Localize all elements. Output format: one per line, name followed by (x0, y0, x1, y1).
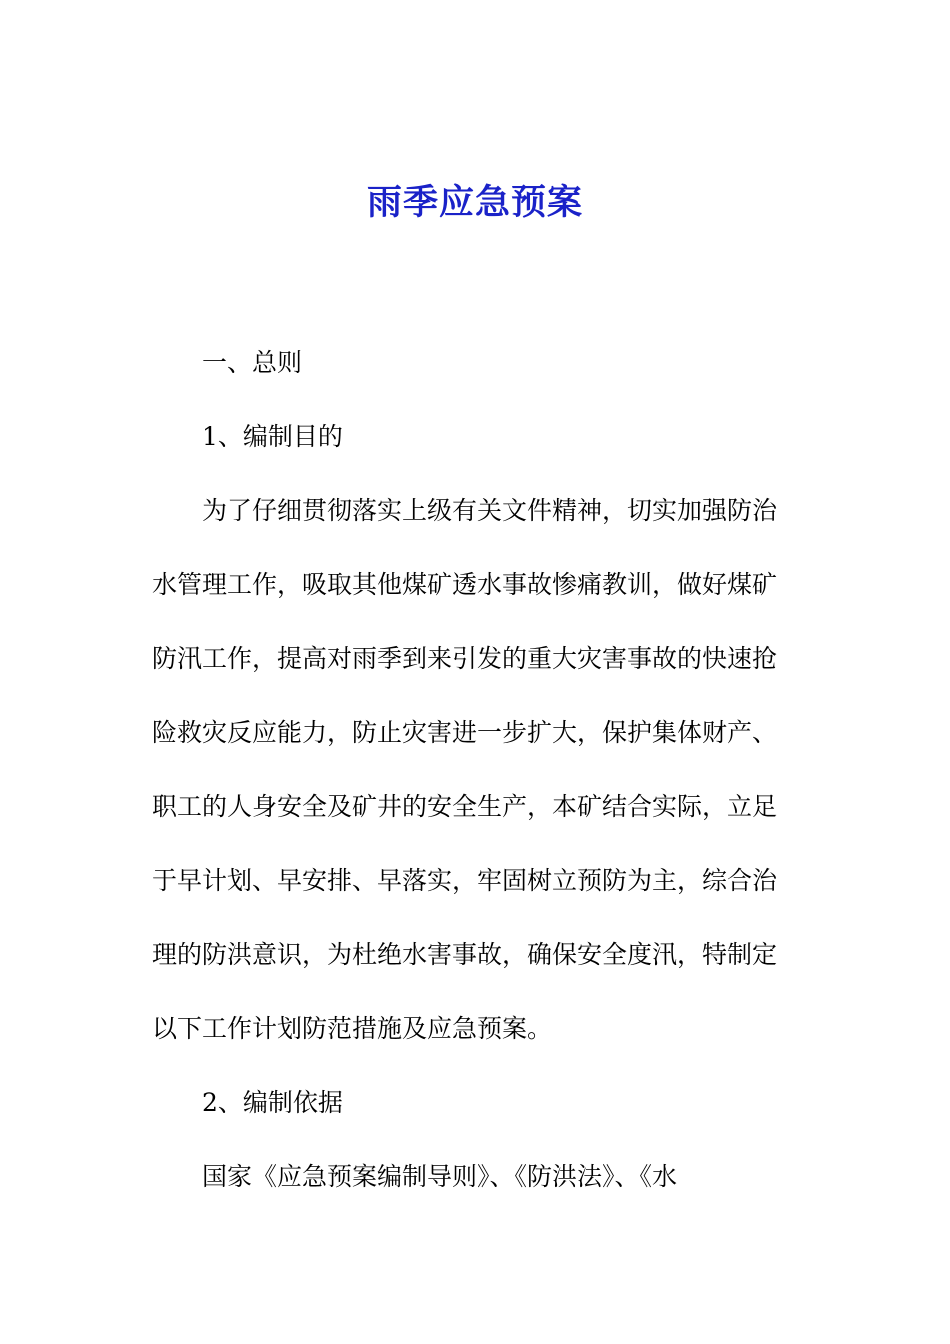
document-title: 雨季应急预案 (366, 183, 583, 223)
section-heading-general: 一、总则 (202, 348, 303, 377)
paragraph-line: 水管理工作，吸取其他煤矿透水事故惨痛教训，做好煤矿 (152, 570, 778, 599)
document-body (152, 326, 792, 1214)
subsection-heading-basis: 2、编制依据 (202, 1088, 343, 1117)
paragraph-line: 防汛工作，提高对雨季到来引发的重大灾害事故的快速抢 (152, 644, 778, 673)
paragraph-line: 国家《应急预案编制导则》、《防洪法》、《水 (202, 1162, 678, 1191)
paragraph-line: 险救灾反应能力，防止灾害进一步扩大，保护集体财产、 (152, 718, 778, 747)
subsection-heading-purpose: 1、编制目的 (202, 422, 343, 451)
paragraph-line: 于早计划、早安排、早落实，牢固树立预防为主，综合治 (152, 866, 778, 895)
paragraph-line: 以下工作计划防范措施及应急预案。 (152, 1014, 553, 1043)
paragraph-line: 为了仔细贯彻落实上级有关文件精神，切实加强防治 (202, 496, 778, 525)
paragraph-line: 职工的人身安全及矿井的安全生产，本矿结合实际，立足 (152, 792, 778, 821)
paragraph-line: 理的防洪意识，为杜绝水害事故，确保安全度汛，特制定 (152, 940, 778, 969)
